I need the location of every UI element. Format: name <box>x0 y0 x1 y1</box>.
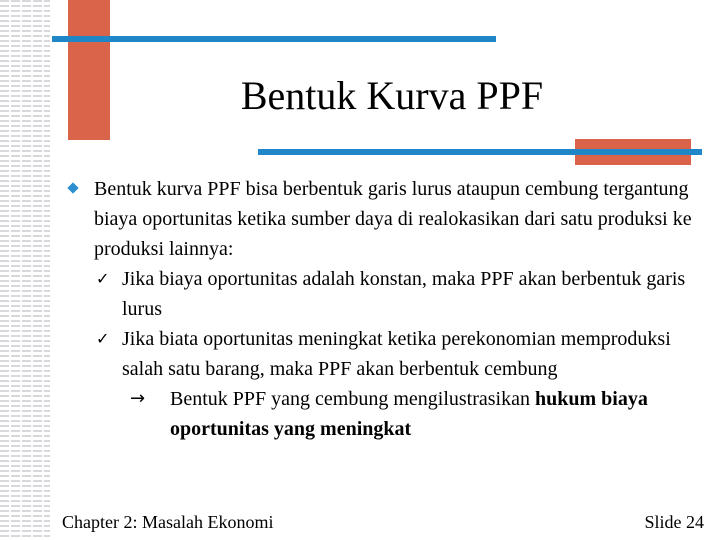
arrow-bullet-text: Bentuk PPF yang cembung mengilustrasikan <box>170 388 535 410</box>
left-decorative-strip <box>0 0 50 540</box>
checkmark-icon: ✓ <box>96 269 110 288</box>
diamond-bullet-icon <box>67 182 78 193</box>
arrow-bullet-bold-text: hukum biaya oportunitas yang meningkat <box>170 388 648 440</box>
main-bullet <box>60 174 700 264</box>
checkmark-icon: ✓ <box>96 329 110 348</box>
sub-bullet-2 <box>60 324 700 384</box>
arrow-bullet <box>60 384 700 444</box>
main-bullet-text: Bentuk kurva PPF bisa berbentuk garis lurus ataupun cembung tergantung biaya oportunitas ketika sumber daya di realokasikan dari satu produksi ke produksi lainnya: <box>94 178 692 260</box>
orange-accent-bar-top <box>68 0 110 140</box>
sub-bullet-1 <box>60 264 700 324</box>
slide-body <box>60 174 700 444</box>
sub-bullet-1-text: Jika biaya oportunitas adalah konstan, maka PPF akan berbentuk garis lurus <box>122 268 686 320</box>
footer-slide-number: Slide 24 <box>644 512 704 532</box>
blue-accent-line-top <box>52 36 496 42</box>
right-arrow-icon: → <box>130 388 146 409</box>
sub-bullet-2-text: Jika biata oportunitas meningkat ketika perekonomian memproduksi salah satu barang, maka PPF akan berbentuk cembung <box>122 328 671 380</box>
footer-chapter: Chapter 2: Masalah Ekonomi <box>62 512 274 532</box>
slide-title: Bentuk Kurva PPF <box>240 73 544 118</box>
blue-accent-line-bottom <box>258 149 702 155</box>
